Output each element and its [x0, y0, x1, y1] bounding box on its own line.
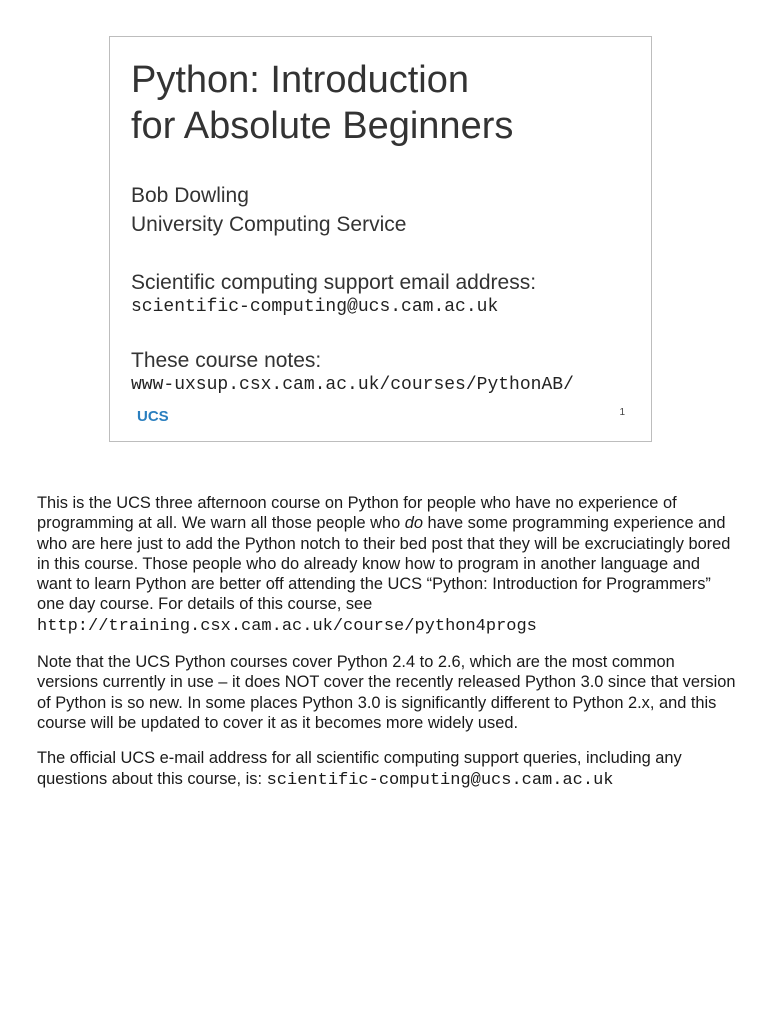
course-details-link[interactable]: http://training.csx.cam.ac.uk/course/python4progs	[37, 616, 537, 636]
speaker-notes	[37, 493, 737, 806]
notes-paragraph-3	[37, 748, 737, 791]
slide-frame	[109, 36, 652, 442]
notes-p1-text-a: This is the UCS three afternoon course on Python for people who have no experience of programming at all. We warn all those people who	[37, 494, 677, 533]
support-email-address: scientific-computing@ucs.cam.ac.uk	[131, 297, 499, 317]
slide-title-line-2: for Absolute Beginners	[131, 105, 514, 147]
notes-p1-emphasis: do	[404, 514, 423, 533]
support-email-link[interactable]: scientific-computing@ucs.cam.ac.uk	[266, 770, 614, 790]
author-block	[131, 181, 406, 239]
notes-p1-text-b: have some programming experience and who are here just to add the Python notch to their bed post that they will be excruciatingly bored in this course. Those people who do already know how to program in another language and want to learn Python are better off attending the UCS “Python: Introduction for Programmers” one day course. For details of this course, see	[37, 514, 731, 614]
notes-paragraph-1	[37, 493, 737, 637]
notes-paragraph-2: Note that the UCS Python courses cover Python 2.4 to 2.6, which are the most common versions currently in use – it does NOT cover the recently released Python 3.0 since that version of Python is so new. In some places Python 3.0 is significantly different to Python 2.x, and this course will be updated to cover it as it becomes more widely used.	[37, 653, 736, 732]
author-name: Bob Dowling	[131, 184, 249, 207]
support-email-block	[131, 269, 536, 318]
support-email-label: Scientific computing support email address:	[131, 271, 537, 294]
notes-p3-text: The official UCS e-mail address for all scientific computing support queries, including any questions about this course, is:	[37, 749, 682, 788]
course-notes-url: www-uxsup.csx.cam.ac.uk/courses/PythonAB/	[131, 375, 574, 395]
slide-title-line-1: Python: Introduction	[131, 59, 469, 101]
author-affiliation: University Computing Service	[131, 213, 407, 236]
slide-title	[131, 57, 513, 149]
ucs-logo	[137, 406, 177, 426]
ucs-logo-text: UCS	[137, 408, 169, 425]
course-notes-block	[131, 347, 574, 396]
slide-page-number: 1	[619, 407, 625, 418]
course-notes-label: These course notes:	[131, 349, 322, 372]
